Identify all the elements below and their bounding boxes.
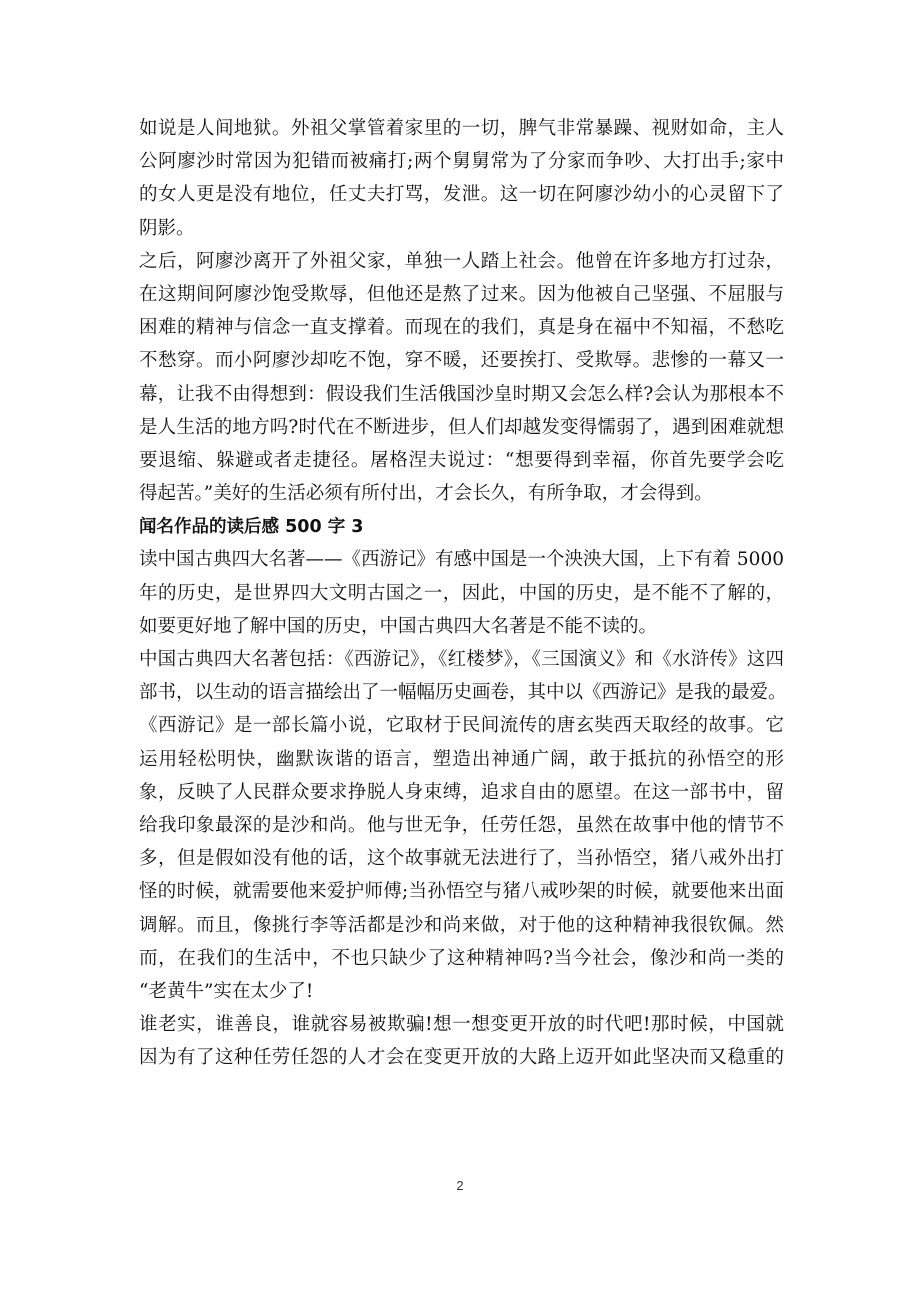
text-line: 多，但是假如没有他的话，这个故事就无法进行了，当孙悟空，猪八戒外出打 <box>139 848 784 870</box>
text-line: 的女人更是没有地位，任丈夫打骂，发泄。这一切在阿廖沙幼小的心灵留下了 <box>139 184 784 206</box>
text-line: 运用轻松明快，幽默诙谐的语言，塑造出神通广阔，敢于抵抗的孙悟空的形 <box>139 748 784 770</box>
text-line: 公阿廖沙时常因为犯错而被痛打;两个舅舅常为了分家而争吵、大打出手;家中 <box>139 151 784 173</box>
text-line: 象，反映了人民群众要求挣脱人身束缚，追求自由的愿望。在这一部书中，留 <box>139 781 784 803</box>
text-line: 如说是人间地狱。外祖父掌管着家里的一切，脾气非常暴躁、视财如命，主人 <box>139 118 784 139</box>
text-line: 怪的时候，就需要他来爱护师傅;当孙悟空与猪八戒吵架的时候，就要他来出面 <box>139 881 784 903</box>
text-line: 是人生活的地方吗?时代在不断进步，但人们却越发变得懦弱了，遇到困难就想 <box>139 416 784 438</box>
text-line: 读中国古典四大名著——《西游记》有感中国是一个泱泱大国，上下有着 5000 <box>139 549 784 571</box>
text-line: “老黄牛”实在太少了! <box>139 980 314 1002</box>
text-line: 谁老实，谁善良，谁就容易被欺骗!想一想变更开放的时代吧!那时候，中国就 <box>139 1014 784 1036</box>
text-line: 如要更好地了解中国的历史，中国古典四大名著是不能不读的。 <box>139 615 658 637</box>
text-line: 不愁穿。而小阿廖沙却吃不饱，穿不暖，还要挨打、受欺辱。悲惨的一幕又一 <box>139 350 784 372</box>
text-line: 调解。而且，像挑行李等活都是沙和尚来做，对于他的这种精神我很钦佩。然 <box>139 914 784 936</box>
text-line: 部书，以生动的语言描绘出了一幅幅历史画卷，其中以《西游记》是我的最爱。 <box>139 682 787 704</box>
text-line: 《西游记》是一部长篇小说，它取材于民间流传的唐玄奘西天取经的故事。它 <box>139 715 784 737</box>
text-line: 得起苦。”美好的生活必须有所付出，才会长久，有所争取，才会得到。 <box>139 483 713 505</box>
text-line: 阴影。 <box>139 217 195 239</box>
text-line: 困难的精神与信念一直支撑着。而现在的我们，真是身在福中不知福，不愁吃 <box>139 317 784 339</box>
document-body <box>139 113 787 1075</box>
text-line: 中国古典四大名著包括：《西游记》，《红楼梦》，《三国演义》和《水浒传》这四 <box>139 649 784 670</box>
text-line: 年的历史，是世界四大文明古国之一，因此，中国的历史，是不能不了解的， <box>139 582 784 604</box>
section-heading: 闻名作品的读后感 500 字 3 <box>139 517 364 538</box>
text-line: 给我印象最深的是沙和尚。他与世无争，任劳任怨，虽然在故事中他的情节不 <box>139 814 784 836</box>
text-line: 而，在我们的生活中，不也只缺少了这种精神吗?当今社会，像沙和尚一类的 <box>139 947 784 969</box>
text-line: 之后，阿廖沙离开了外祖父家，单独一人踏上社会。他曾在许多地方打过杂， <box>139 250 784 272</box>
page-number: 2 <box>456 1178 464 1193</box>
text-line: 因为有了这种任劳任怨的人才会在变更开放的大路上迈开如此坚决而又稳重的 <box>139 1047 784 1069</box>
text-line: 要退缩、躲避或者走捷径。屠格涅夫说过：“想要得到幸福，你首先要学会吃 <box>139 449 784 471</box>
text-line: 在这期间阿廖沙饱受欺辱，但他还是熬了过来。因为他被自己坚强、不屈服与 <box>139 283 784 305</box>
text-line: 幕，让我不由得想到：假设我们生活俄国沙皇时期又会怎么样?会认为那根本不 <box>139 383 784 405</box>
